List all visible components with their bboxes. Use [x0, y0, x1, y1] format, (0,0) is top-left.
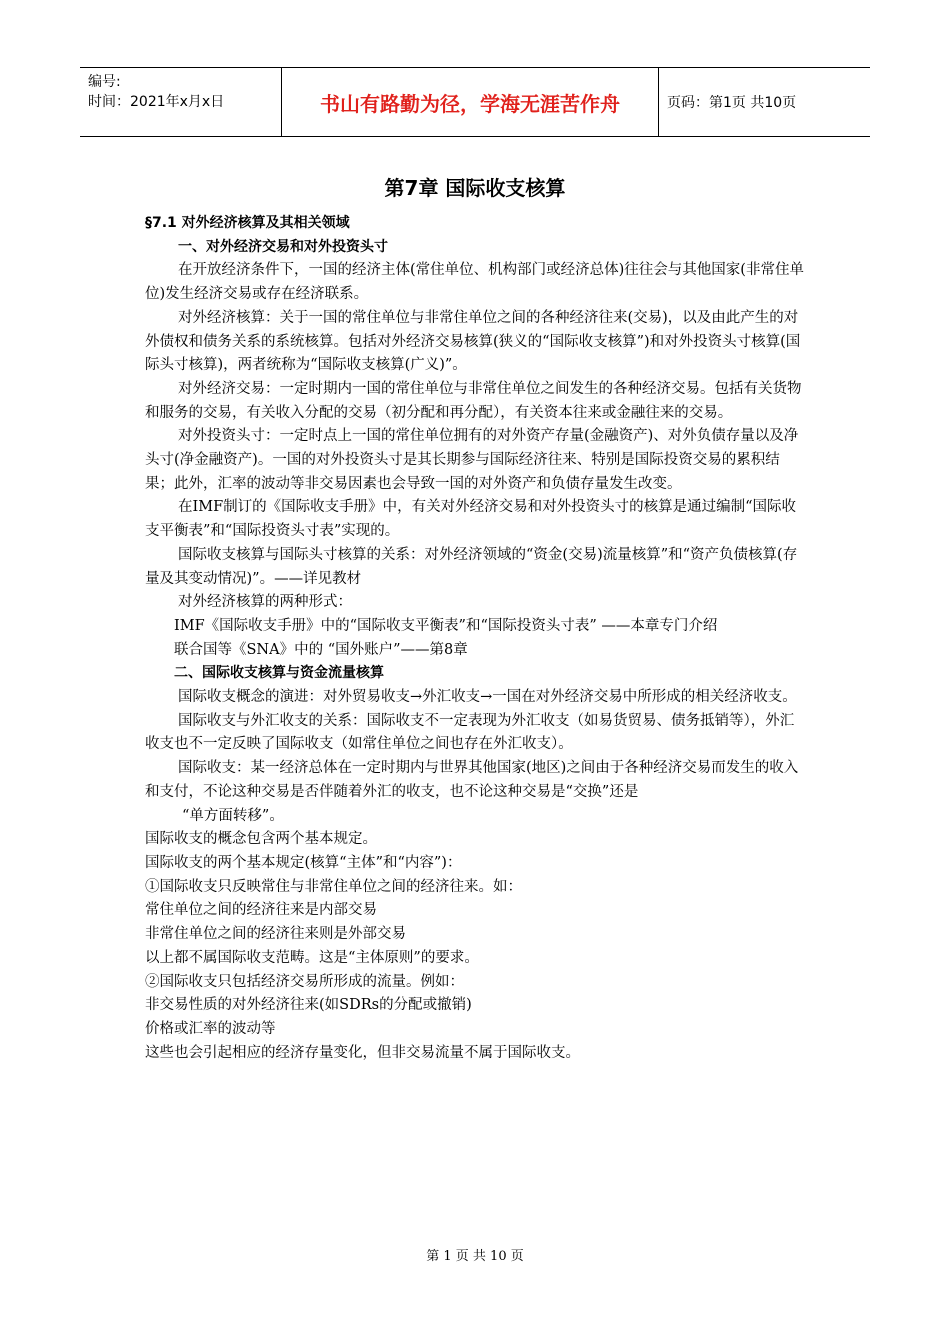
- document-number-label: 编号:: [88, 74, 121, 90]
- header-page-info: 页码：第1页 共10页: [667, 95, 797, 111]
- paragraph: 国际收支的概念包含两个基本规定。: [145, 831, 377, 848]
- document-date: 时间：2021年x月x日: [88, 94, 225, 110]
- subsection-heading: 一、对外经济交易和对外投资头寸: [178, 238, 388, 255]
- paragraph: 常住单位之间的经济往来是内部交易: [145, 902, 377, 919]
- paragraph: “单方面转移”。: [182, 807, 284, 824]
- paragraph: 非常住单位之间的经济往来则是外部交易: [145, 926, 406, 943]
- section-heading: §7.1 对外经济核算及其相关领域: [145, 215, 350, 231]
- paragraph: 国际收支：某一经济总体在一定时期内与世界其他国家(地区)之间由于各种经济交易而发生的收入和支付，不论这种交易是否伴随着外汇的收支，也不论这种交易是“交换”还是: [145, 760, 799, 800]
- header-motto: 书山有路勤为径，学海无涯苦作舟: [282, 68, 659, 136]
- paragraph: IMF《国际收支手册》中的“国际收支平衡表”和“国际投资头寸表” ——本章专门介绍: [174, 617, 718, 634]
- paragraph: ②国际收支只包括经济交易所形成的流量。例如：: [145, 973, 464, 990]
- paragraph: ①国际收支只反映常住与非常住单位之间的经济往来。如：: [145, 878, 522, 895]
- paragraph: 以上都不属国际收支范畴。这是“主体原则”的要求。: [145, 949, 479, 966]
- page-footer: 第 1 页 共 10 页: [426, 1249, 524, 1264]
- chapter-title: 第7章 国际收支核算: [384, 176, 566, 200]
- paragraph: 国际收支与外汇收支的关系：国际收支不一定表现为外汇收支（如易货贸易、债务抵销等），外汇收支也不一定反映了国际收支（如常住单位之间也存在外汇收支）。: [145, 712, 795, 753]
- paragraph: 对外经济核算的两种形式：: [178, 594, 352, 611]
- subsection-heading: 二、国际收支核算与资金流量核算: [174, 665, 384, 682]
- paragraph: 国际收支核算与国际头寸核算的关系：对外经济领域的“资金(交易)流量核算”和“资产负债核算(存量及其变动情况)”。——详见教材: [145, 546, 798, 587]
- paragraph: 对外经济核算：关于一国的常住单位与非常住单位之间的各种经济往来(交易)，以及由此产生的对外债权和债务关系的系统核算。包括对外经济交易核算(狭义的“国际收支核算”)和对外投资头寸核算(国际头寸核算)，两者统称为“国际收支核算(广义)”。: [145, 309, 801, 374]
- paragraph: 非交易性质的对外经济往来(如SDRs的分配或撤销): [145, 997, 472, 1014]
- paragraph: 联合国等《SNA》中的 “国外账户”——第8章: [174, 641, 468, 658]
- paragraph: 在IMF制订的《国际收支手册》中，有关对外经济交易和对外投资头寸的核算是通过编制“国际收支平衡表”和“国际投资头寸表”实现的。: [145, 499, 797, 540]
- paragraph: 国际收支概念的演进：对外贸易收支→外汇收支→一国在对外经济交易中所形成的相关经济收支。: [178, 689, 797, 706]
- page-header: [80, 67, 870, 137]
- paragraph: 在开放经济条件下，一国的经济主体(常住单位、机构部门或经济总体)往往会与其他国家(非常住单位)发生经济交易或存在经济联系。: [145, 262, 804, 303]
- paragraph: 对外投资头寸：一定时点上一国的常住单位拥有的对外资产存量(金融资产)、对外负债存量以及净头寸(净金融资产)。一国的对外投资头寸是其长期参与国际经济往来、特别是国际投资交易的累积结果；此外，汇率的波动等非交易因素也会导致一国的对外资产和负债存量发生改变。: [145, 428, 799, 492]
- document-body: [145, 212, 808, 1065]
- paragraph: 国际收支的两个基本规定(核算“主体”和“内容”)：: [145, 854, 462, 871]
- paragraph: 这些也会引起相应的经济存量变化，但非交易流量不属于国际收支。: [145, 1044, 580, 1061]
- header-meta: [80, 68, 282, 136]
- paragraph: 价格或汇率的波动等: [145, 1020, 276, 1037]
- paragraph: 对外经济交易：一定时期内一国的常住单位与非常住单位之间发生的各种经济交易。包括有关货物和服务的交易，有关收入分配的交易（初分配和再分配），有关资本往来或金融往来的交易。: [145, 380, 802, 421]
